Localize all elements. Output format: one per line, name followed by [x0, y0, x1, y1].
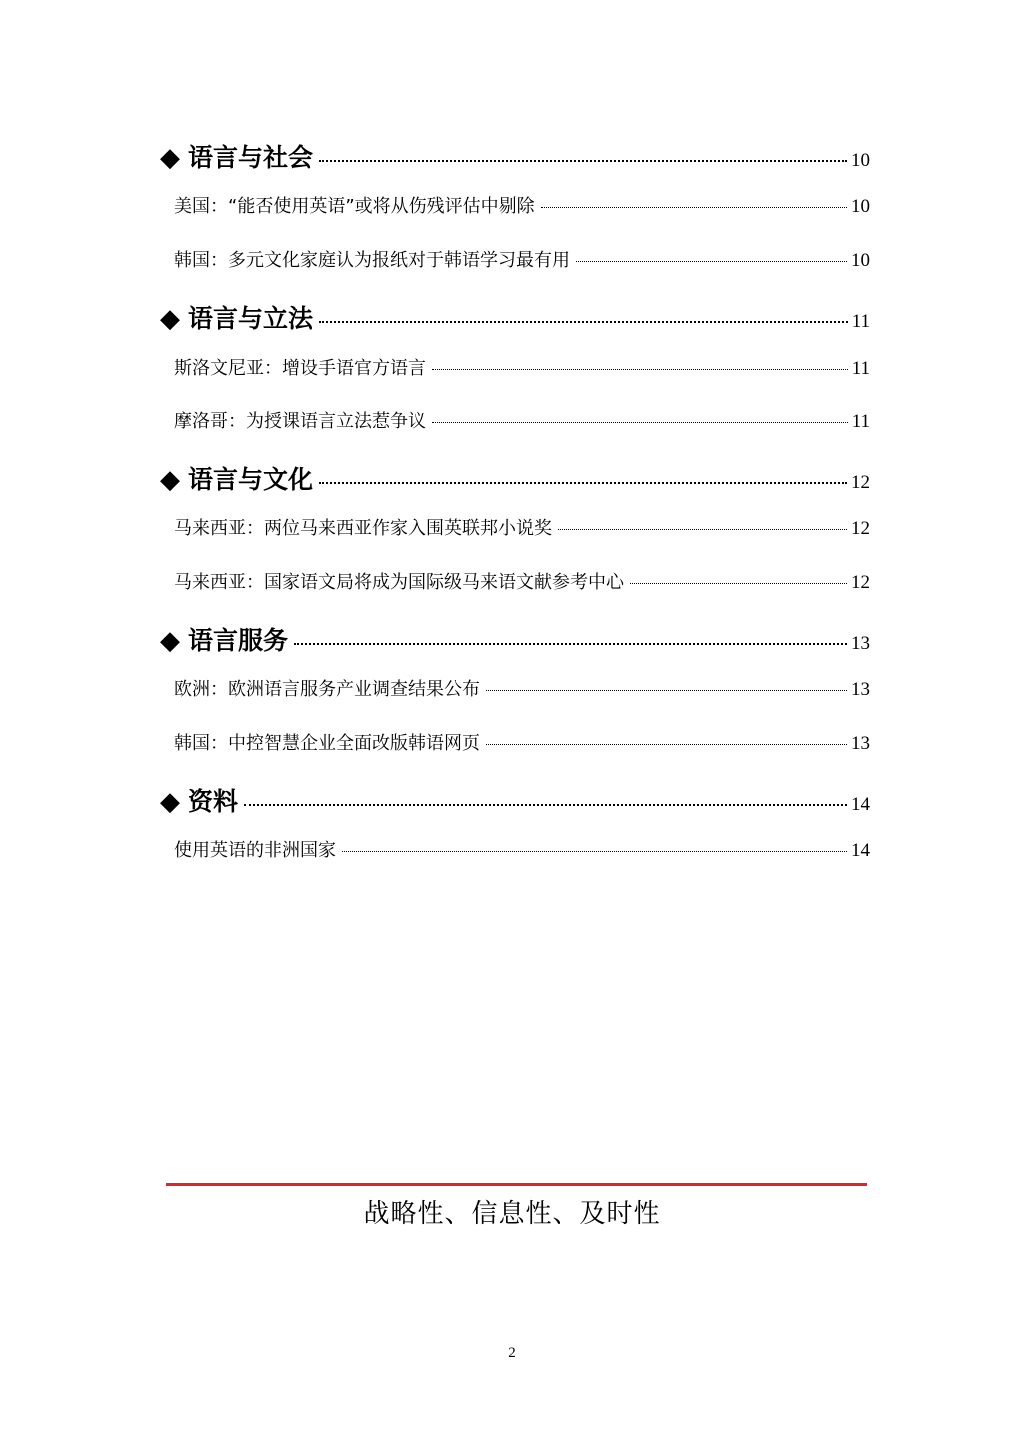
- dot-leader: [342, 851, 847, 852]
- toc-section-title: 语言服务: [188, 626, 289, 655]
- diamond-bullet-icon: ◆: [160, 465, 180, 495]
- toc-entry-title: 马来西亚：两位马来西亚作家入围英联邦小说奖: [174, 518, 552, 539]
- toc-section-language-society[interactable]: [160, 138, 870, 174]
- toc-page-number: 12: [851, 572, 870, 593]
- toc-page-number: 10: [851, 250, 870, 271]
- toc-page-number: 11: [851, 311, 870, 332]
- toc-section-language-culture[interactable]: [160, 460, 870, 496]
- dot-leader: [558, 529, 847, 530]
- page-number: 2: [508, 1345, 516, 1361]
- toc-entry[interactable]: [160, 407, 870, 433]
- footer-slogan: 战略性、信息性、及时性: [363, 1199, 661, 1229]
- diamond-bullet-icon: ◆: [160, 626, 180, 656]
- toc-entry[interactable]: [160, 729, 870, 755]
- dot-leader: [486, 744, 847, 745]
- toc-section-title: 语言与文化: [188, 465, 314, 494]
- toc-entry[interactable]: [160, 675, 870, 701]
- footer-red-rule: [166, 1183, 867, 1186]
- toc-entry-title: 斯洛文尼亚：增设手语官方语言: [174, 358, 426, 379]
- toc-page-number: 14: [851, 794, 870, 815]
- toc-section-title: 语言与立法: [188, 304, 314, 333]
- toc-page-number: 13: [851, 633, 870, 654]
- dot-leader: [432, 369, 848, 370]
- toc-entry-title: 使用英语的非洲国家: [174, 840, 336, 861]
- dot-leader: [319, 321, 848, 323]
- toc-section-materials[interactable]: [160, 782, 870, 818]
- dot-leader: [541, 207, 847, 208]
- dot-leader: [630, 583, 847, 584]
- toc-entry-title: 韩国：中控智慧企业全面改版韩语网页: [174, 733, 480, 754]
- dot-leader: [576, 261, 847, 262]
- toc-page-number: 13: [851, 733, 870, 754]
- diamond-bullet-icon: ◆: [160, 143, 180, 173]
- toc-page-number: 11: [851, 411, 870, 432]
- dot-leader: [294, 643, 847, 645]
- diamond-bullet-icon: ◆: [160, 787, 180, 817]
- toc-section-language-services[interactable]: [160, 621, 870, 657]
- dot-leader: [432, 422, 848, 423]
- toc-entry[interactable]: [160, 354, 870, 380]
- toc-entry-title: 马来西亚：国家语文局将成为国际级马来语文献参考中心: [174, 572, 624, 593]
- toc-page-number: 10: [851, 196, 870, 217]
- dot-leader: [486, 690, 847, 691]
- toc-page-number: 10: [851, 150, 870, 171]
- toc-entry[interactable]: [160, 836, 870, 862]
- toc-entry[interactable]: [160, 568, 870, 594]
- toc-section-title: 语言与社会: [188, 143, 314, 172]
- toc-entry[interactable]: [160, 514, 870, 540]
- toc-page-number: 11: [851, 358, 870, 379]
- dot-leader: [319, 482, 847, 484]
- toc-entry-title: 韩国：多元文化家庭认为报纸对于韩语学习最有用: [174, 250, 570, 271]
- toc-section-language-legislation[interactable]: [160, 299, 870, 335]
- toc-entry-title: 美国：“能否使用英语”或将从伤残评估中剔除: [174, 196, 535, 217]
- dot-leader: [319, 160, 847, 162]
- toc-page-number: 12: [851, 518, 870, 539]
- toc-entry-title: 欧洲：欧洲语言服务产业调查结果公布: [174, 679, 480, 700]
- toc-entry[interactable]: [160, 192, 870, 218]
- dot-leader: [244, 804, 847, 806]
- toc-entry[interactable]: [160, 246, 870, 272]
- toc-page-number: 12: [851, 472, 870, 493]
- diamond-bullet-icon: ◆: [160, 304, 180, 334]
- toc-section-title: 资料: [188, 787, 239, 816]
- toc-page-number: 14: [851, 840, 870, 861]
- toc-page-number: 13: [851, 679, 870, 700]
- toc-entry-title: 摩洛哥：为授课语言立法惹争议: [174, 411, 426, 432]
